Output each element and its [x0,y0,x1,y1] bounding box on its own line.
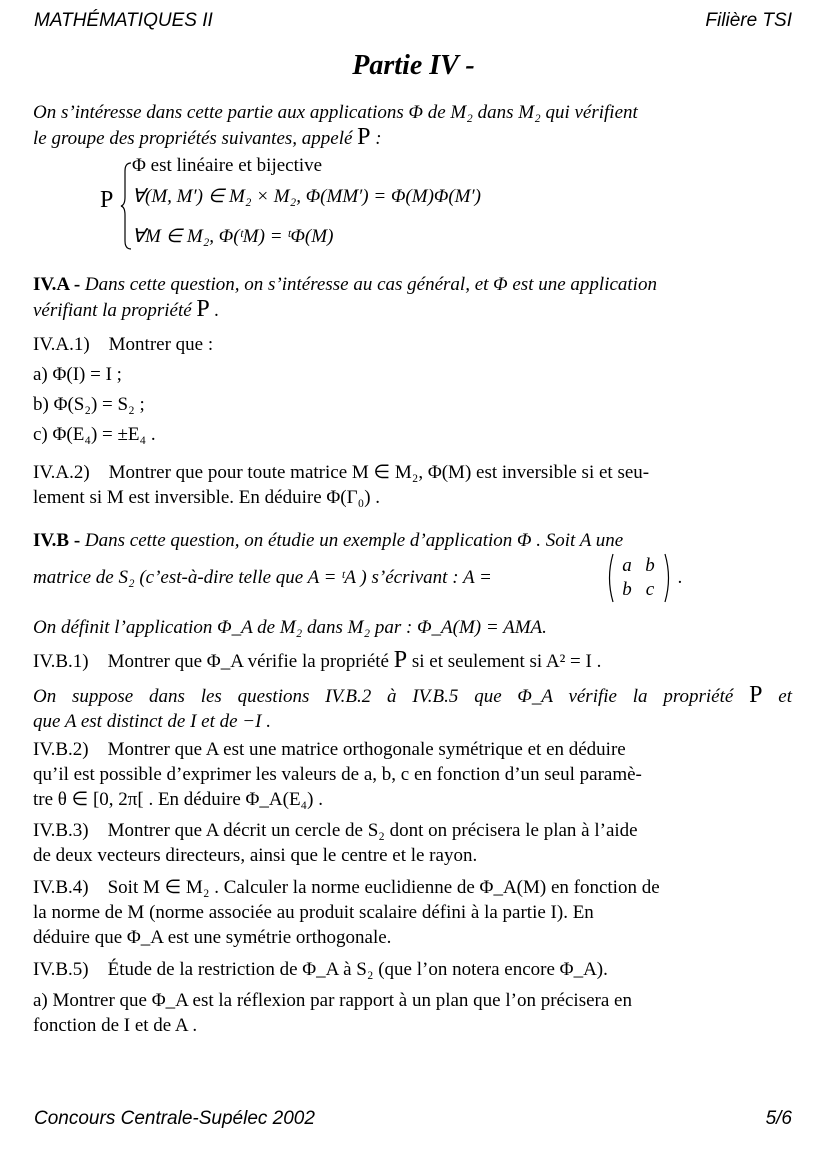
question-a1 [33,330,792,450]
intro-paragraph [33,100,792,151]
section-a-text-2: vérifiant la propriété [33,300,192,321]
matrix-cell: a [622,555,632,576]
question-b5-text: Étude de la restriction de Φ_A à S₂ (que l’on notera encore Φ_A). [107,959,608,980]
section-a-line-2 [33,297,792,323]
question-b2-label: IV.B.2) [33,739,89,760]
section-a [33,272,792,323]
question-a1-label: IV.A.1) [33,334,90,355]
question-a2-line-2: lement si M est inversible. En déduire Φ(Γ₀) . [33,487,381,508]
question-b5-line-1 [33,957,792,982]
intro-line-2 [33,125,792,151]
section-a-line-1 [33,272,792,297]
assumption-paragraph [33,683,792,734]
system-label: P [100,187,114,213]
header-subject: MATHÉMATIQUES II [34,10,213,31]
question-a1-item-c: c) Φ(E₄) = ±E₄ . [33,424,156,445]
question-a1-item-b: b) Φ(S₂) = S₂ ; [33,394,145,415]
page-title: Partie IV - [352,50,475,81]
question-b1-text-2: si et seulement si A² = I . [411,651,602,672]
question-b4-line-1 [33,875,792,900]
left-brace-icon [120,161,132,251]
system-line-1: Φ est linéaire et bijective [132,155,323,176]
question-b3-text-1: Montrer que A décrit un cercle de S₂ dont on précisera le plan à l’aide [107,820,638,841]
section-a-dot: . [214,300,220,321]
assumption-text-1-end: et [778,686,793,707]
question-b1 [33,648,792,674]
matrix-cell: b [645,555,655,576]
property-symbol: P [393,647,408,673]
footer-page-number: 5/6 [765,1108,792,1129]
question-b3 [33,818,792,868]
question-b2-line-2: qu’il est possible d’exprimer les valeurs de a, b, c en fonction d’un seul paramè- [33,764,642,785]
question-b4 [33,875,792,950]
assumption-line-1 [33,683,792,709]
question-a2-label: IV.A.2) [33,462,90,483]
question-b4-line-3: déduire que Φ_A est une symétrie orthogonale. [33,927,392,948]
section-b-text-2: matrice de S₂ (c’est-à-dire telle que A = ᵗA ) s’écrivant : A = [33,567,492,588]
section-b [33,528,792,553]
question-b5-a-line-1: a) Montrer que Φ_A est la réflexion par rapport à un plan que l’on précisera en [33,990,632,1011]
question-b4-line-2: la norme de M (norme associée au produit scalaire défini à la partie I). En [33,902,594,923]
right-paren-icon [663,553,673,603]
intro-line-1: On s’intéresse dans cette partie aux applications Φ de M₂ dans M₂ qui vérifient [33,102,638,123]
question-b3-line-1 [33,818,792,843]
question-b5-a-line-2: fonction de I et de A . [33,1015,198,1036]
property-symbol: P [196,296,210,322]
question-b2-text-1: Montrer que A est une matrice orthogonale symétrique et en déduire [107,739,626,760]
section-b-line-2-end: . [678,567,683,588]
intro-line-2-text: le groupe des propriétés suivantes, appelé [33,128,353,149]
matrix-cell: b [622,579,632,600]
question-b1-text-1: Montrer que Φ_A vérifie la propriété [107,651,389,672]
system-line-3: ∀M ∈ M₂, Φ(ᵗM) = ᵗΦ(M) [132,226,334,247]
footer-contest: Concours Centrale-Supélec 2002 [34,1108,315,1129]
header-track: Filière TSI [705,10,792,31]
question-a2 [33,460,792,510]
section-b-line-3: On définit l’application Φ_A de M₂ dans M₂ par : Φ_A(M) = AMA. [33,617,547,638]
question-a1-text: Montrer que : [108,334,214,355]
question-b4-label: IV.B.4) [33,877,89,898]
assumption-text-1: On suppose dans les questions IV.B.2 à IV.B.5 que Φ_A vérifie la propriété [33,686,734,707]
question-b2-line-3: tre θ ∈ [0, 2π[ . En déduire Φ_A(E₄) . [33,789,324,810]
section-b-text-1: Dans cette question, on étudie un exemple d’application Φ . Soit A une [84,530,624,551]
question-b2 [33,737,792,812]
left-paren-icon [605,553,615,603]
question-a2-line-1 [33,460,792,485]
question-a2-text-1: Montrer que pour toute matrice M ∈ M₂, Φ(M) est inversible si et seu- [108,462,650,483]
section-b-line-1 [33,528,792,553]
matrix-cell: c [645,579,655,600]
question-b4-text-1: Soit M ∈ M₂ . Calculer la norme euclidienne de Φ_A(M) en fonction de [107,877,660,898]
section-a-heading: IV.A - [33,274,81,295]
section-a-text-1: Dans cette question, on s’intéresse au cas général, et Φ est une application [84,274,657,295]
intro-colon: : [375,128,382,149]
question-a1-item-a: a) Φ(I) = I ; [33,364,122,385]
question-b5-label: IV.B.5) [33,959,89,980]
question-b3-line-2: de deux vecteurs directeurs, ainsi que le centre et le rayon. [33,845,478,866]
system-line-2: ∀(M, M′) ∈ M₂ × M₂, Φ(MM′) = Φ(M)Φ(M′) [132,186,481,207]
property-symbol: P [749,682,763,708]
assumption-line-2: que A est distinct de I et de −I . [33,711,271,732]
question-b3-label: IV.B.3) [33,820,89,841]
question-b1-label: IV.B.1) [33,651,89,672]
section-b-heading: IV.B - [33,530,81,551]
matrix-a [605,553,673,603]
question-b2-line-1 [33,737,792,762]
question-b5 [33,957,792,982]
property-system [100,155,600,255]
question-b5-item-a [33,988,792,1038]
question-a1-line [33,330,792,360]
property-symbol: P [357,124,371,150]
